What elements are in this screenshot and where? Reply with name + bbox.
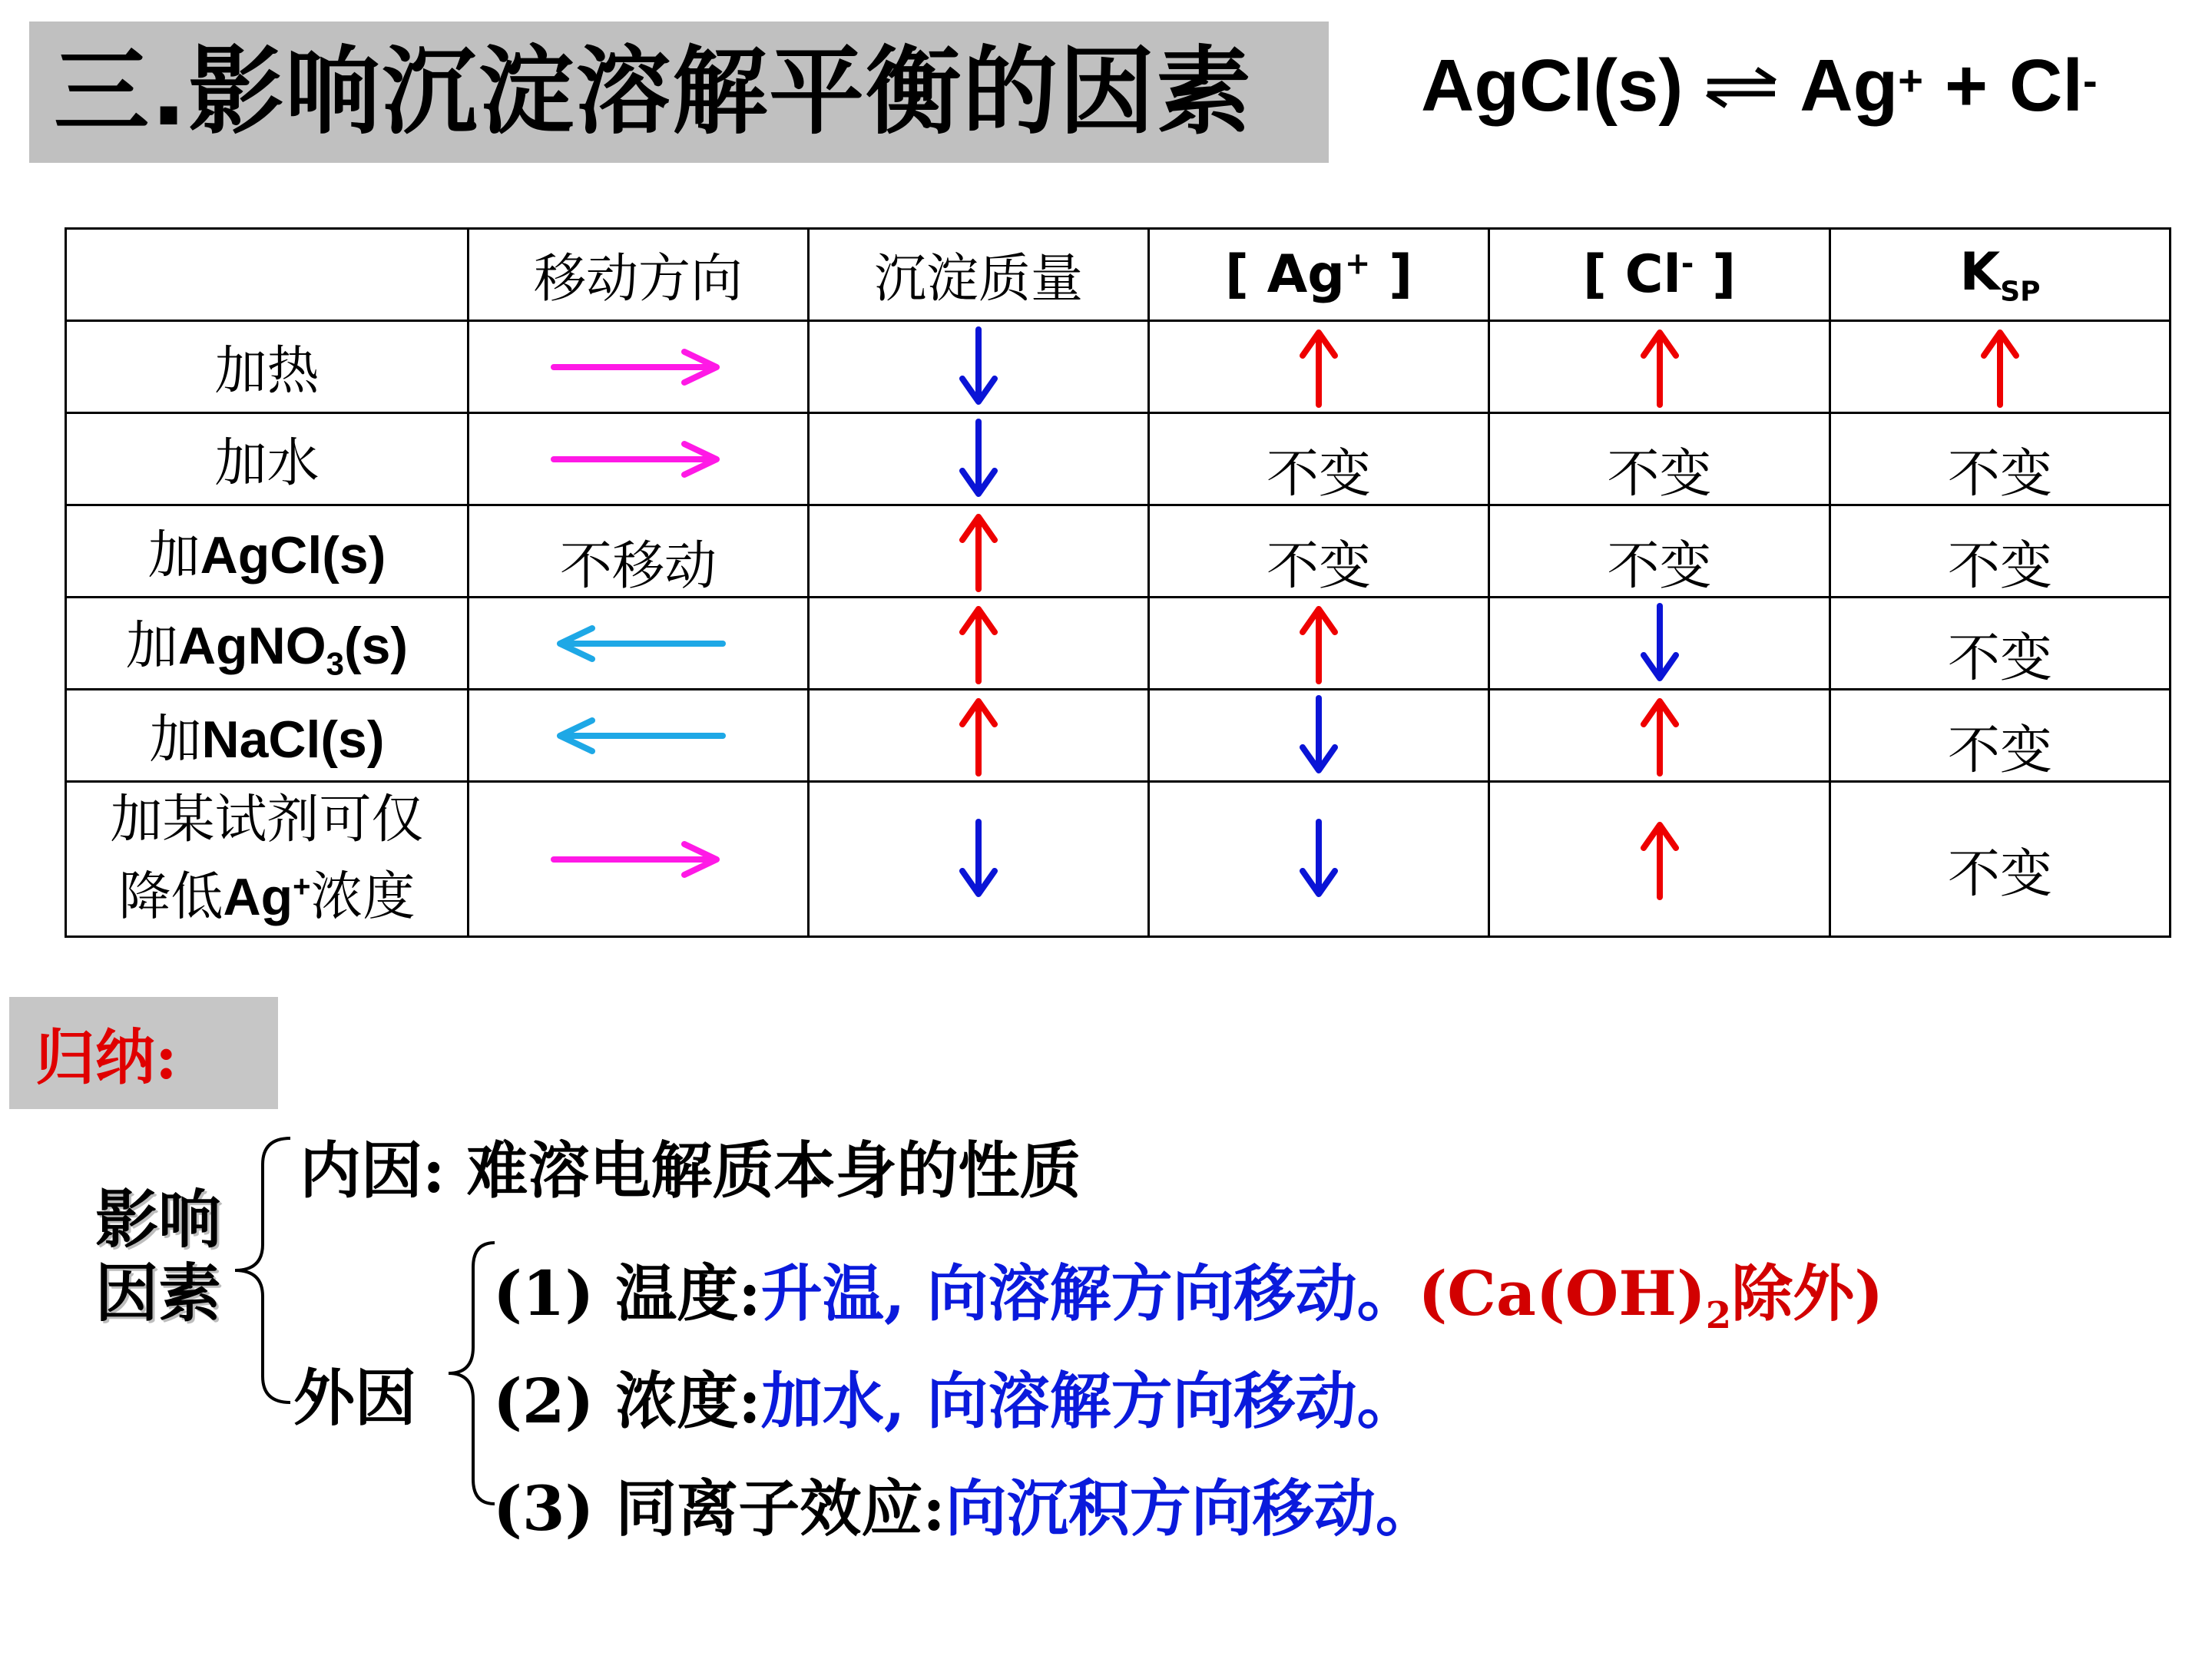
down-arrow-icon	[952, 817, 1005, 902]
up-arrow-icon	[1633, 817, 1687, 902]
header-cl-concentration: [ Cl- ]	[1489, 229, 1830, 321]
row-label-water: 加水	[66, 413, 469, 505]
equation-plus: +	[1944, 45, 1988, 127]
header-direction: 移动方向	[469, 229, 809, 321]
down-arrow-icon	[1633, 601, 1687, 686]
cell-mass	[809, 413, 1149, 505]
table-row	[66, 690, 2171, 782]
table-row	[66, 598, 2171, 690]
cell-direction	[469, 690, 809, 782]
equilibrium-equation	[1421, 40, 2098, 132]
external-item-temperature: (1) 温度:升温, 向溶解方向移动。($Ca(OH)_2$除外)	[493, 1257, 1884, 1337]
down-arrow-icon	[1292, 694, 1346, 778]
right-arrow-icon	[546, 336, 730, 398]
row-label-agno3: 加AgNO$_3$(s)	[66, 598, 469, 690]
cell-cl: 不变	[1489, 505, 1830, 598]
up-arrow-icon	[1292, 601, 1346, 686]
left-arrow-icon	[546, 705, 730, 767]
cell-mass	[809, 598, 1149, 690]
page-title: 三.影响沉淀溶解平衡的因素	[54, 37, 1253, 147]
cell-ksp	[1830, 321, 2171, 413]
external-factor-label: 外因	[293, 1362, 416, 1434]
cell-cl: 不变	[1489, 413, 1830, 505]
summary-label-box	[9, 997, 278, 1109]
table-row	[66, 782, 2171, 937]
cell-ag: 不变	[1149, 505, 1489, 598]
cell-direction: 不移动	[469, 505, 809, 598]
down-arrow-icon	[952, 417, 1005, 502]
table-row	[66, 413, 2171, 505]
inner-brace-icon	[439, 1238, 501, 1508]
table-row	[66, 505, 2171, 598]
cell-ksp: 不变	[1830, 690, 2171, 782]
cell-ag	[1149, 690, 1489, 782]
cell-cl	[1489, 321, 1830, 413]
down-arrow-icon	[1292, 817, 1346, 902]
equation-ion-ag-charge: +	[1898, 55, 1923, 104]
cell-ksp: 不变	[1830, 505, 2171, 598]
cell-ag	[1149, 598, 1489, 690]
up-arrow-icon	[1633, 694, 1687, 778]
up-arrow-icon	[1292, 325, 1346, 409]
equation-ion-cl: Cl	[2009, 45, 2084, 127]
row-label-reagent: 加某试剂可仅 降低Ag+浓度	[66, 782, 469, 937]
cell-direction	[469, 782, 809, 937]
header-precipitate-mass: 沉淀质量	[809, 229, 1149, 321]
row-label-nacl: 加NaCl(s)	[66, 690, 469, 782]
up-arrow-icon	[952, 509, 1005, 594]
equation-reactant: AgCl(s)	[1421, 45, 1684, 127]
cell-direction	[469, 413, 809, 505]
external-item-common-ion: (3) 同离子效应:向沉积方向移动。	[493, 1472, 1437, 1545]
internal-factor: 内因: 难溶电解质本身的性质	[300, 1134, 1081, 1207]
cell-ag: 不变	[1149, 413, 1489, 505]
cell-cl	[1489, 690, 1830, 782]
cell-ag	[1149, 782, 1489, 937]
row-label-agcl: 加AgCl(s)	[66, 505, 469, 598]
up-arrow-icon	[1973, 325, 2027, 409]
up-arrow-icon	[952, 601, 1005, 686]
table-header-row	[66, 229, 2171, 321]
cell-mass	[809, 321, 1149, 413]
title-banner	[29, 22, 1329, 163]
table-row	[66, 321, 2171, 413]
right-arrow-icon	[546, 429, 730, 490]
cell-ksp: 不变	[1830, 413, 2171, 505]
equation-ion-ag: Ag	[1800, 45, 1899, 127]
equilibrium-arrow-icon	[1703, 63, 1780, 109]
cell-ksp: 不变	[1830, 598, 2171, 690]
cell-mass	[809, 690, 1149, 782]
up-arrow-icon	[952, 694, 1005, 778]
up-arrow-icon	[1633, 325, 1687, 409]
down-arrow-icon	[952, 325, 1005, 409]
cell-cl	[1489, 598, 1830, 690]
summary-label: 归纳:	[35, 1023, 177, 1093]
cell-mass	[809, 505, 1149, 598]
cell-direction	[469, 598, 809, 690]
cell-ag	[1149, 321, 1489, 413]
outer-brace-icon	[217, 1134, 301, 1407]
cell-direction	[469, 321, 809, 413]
factors-table	[65, 227, 2171, 938]
right-arrow-icon	[546, 829, 730, 890]
external-item-concentration: (2) 浓度:加水, 向溶解方向移动。	[493, 1365, 1419, 1437]
header-ksp: $K_{SP}$	[1830, 229, 2171, 321]
cell-mass	[809, 782, 1149, 937]
header-empty	[66, 229, 469, 321]
row-label-heat: 加热	[66, 321, 469, 413]
cell-ksp: 不变	[1830, 782, 2171, 937]
left-arrow-icon	[546, 613, 730, 674]
equation-ion-cl-charge: -	[2083, 55, 2098, 104]
header-ag-concentration: [ Ag+ ]	[1149, 229, 1489, 321]
factors-heading: 影响 因素	[94, 1183, 221, 1330]
cell-cl	[1489, 782, 1830, 937]
